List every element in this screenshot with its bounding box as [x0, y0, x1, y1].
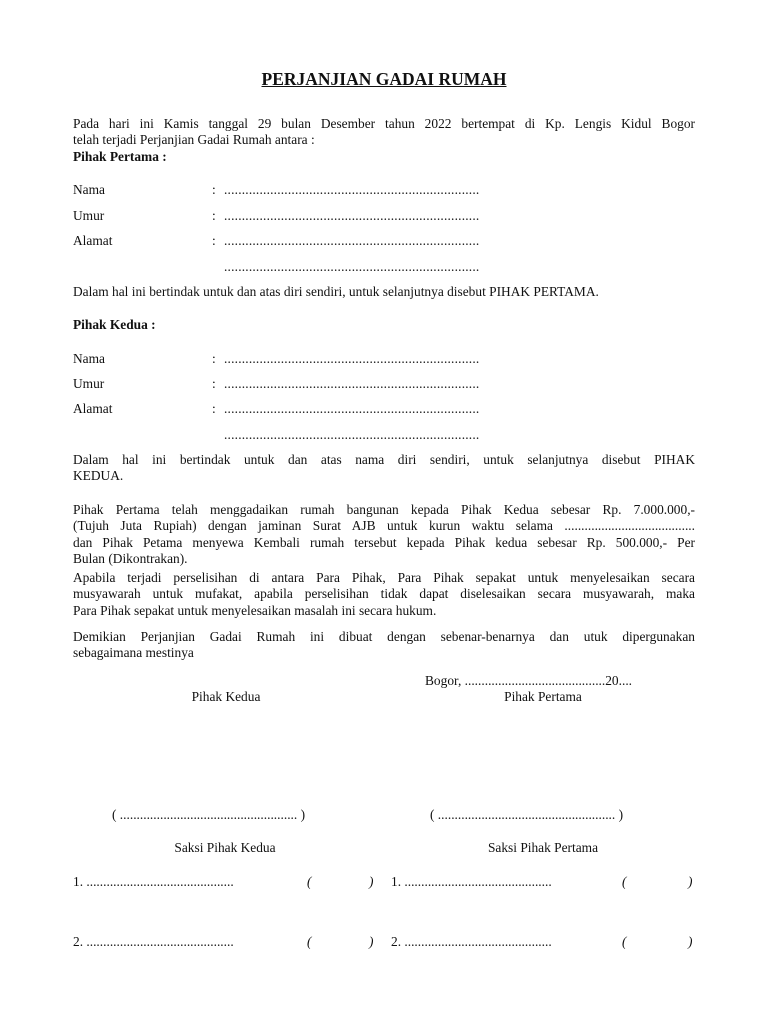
pp-nama-colon: :	[212, 182, 216, 197]
document-title: PERJANJIAN GADAI RUMAH	[261, 69, 507, 89]
pp-alamat-label: Alamat	[73, 233, 113, 248]
left-witness-heading: Saksi Pihak Kedua	[174, 840, 276, 855]
pk-statement-line-2: KEDUA.	[73, 468, 124, 483]
left-party-label: Pihak Kedua	[191, 689, 261, 704]
p3-line-2: sebagaimana mestinya	[73, 645, 194, 660]
pk-alamat-colon: :	[212, 401, 216, 416]
p2-line-3: Para Pihak sepakat untuk menyelesaikan masalah ini secara hukum.	[73, 603, 437, 618]
intro-line-1: Pada hari ini Kamis tanggal 29 bulan Desember tahun 2022 bertempat di Kp. Lengis Kidul Bogor	[73, 116, 695, 131]
pk-umur-colon: :	[212, 376, 216, 391]
right-witness-2-close-paren: )	[688, 934, 693, 949]
pk-alamat-field-2[interactable]: ........................................................................	[224, 427, 480, 442]
right-witness-1-open-paren: (	[622, 874, 627, 889]
left-witness-1-close-paren: )	[369, 874, 374, 889]
pp-umur-colon: :	[212, 208, 216, 223]
pp-umur-label: Umur	[73, 208, 105, 223]
pk-alamat-label: Alamat	[73, 401, 113, 416]
pp-umur-field[interactable]: ........................................................................	[224, 208, 480, 223]
p2-line-2: musyawarah untuk mufakat, apabila perselisihan tidak dapat diselesaikan secara musyawarah, maka	[73, 586, 695, 601]
left-witness-1[interactable]: 1. ............................................	[73, 874, 234, 889]
right-witness-1-close-paren: )	[688, 874, 693, 889]
p3-line-1: Demikian Perjanjian Gadai Rumah ini dibuat dengan sebenar-benarnya dan utuk dipergunakan	[73, 629, 695, 644]
pihak-pertama-heading: Pihak Pertama :	[73, 149, 167, 164]
pp-alamat-colon: :	[212, 233, 216, 248]
right-party-label: Pihak Pertama	[504, 689, 582, 704]
pp-alamat-field-2[interactable]: ........................................................................	[224, 259, 480, 274]
pk-umur-label: Umur	[73, 376, 105, 391]
pp-alamat-field[interactable]: ........................................................................	[224, 233, 480, 248]
p1-line-2: (Tujuh Juta Rupiah) dengan jaminan Surat AJB untuk kurun waktu selama .......................................	[73, 518, 695, 533]
p2-line-1: Apabila terjadi perselisihan di antara Para Pihak, Para Pihak sepakat untuk menyelesaikan secara	[73, 570, 695, 585]
pk-nama-field[interactable]: ........................................................................	[224, 351, 480, 366]
intro-line-2: telah terjadi Perjanjian Gadai Rumah antara :	[73, 132, 315, 147]
pk-nama-label: Nama	[73, 351, 105, 366]
p1-line-4: Bulan (Dikontrakan).	[73, 551, 188, 566]
pk-alamat-field[interactable]: ........................................................................	[224, 401, 480, 416]
right-witness-1[interactable]: 1. ............................................	[391, 874, 552, 889]
p1-line-3: dan Pihak Petama menyewa Kembali rumah tersebut kepada Pihak kedua sebesar Rp. 500.000,- Per	[73, 535, 695, 550]
pk-umur-field[interactable]: ........................................................................	[224, 376, 480, 391]
right-witness-2-open-paren: (	[622, 934, 627, 949]
pk-nama-colon: :	[212, 351, 216, 366]
pp-nama-field[interactable]: ........................................................................	[224, 182, 480, 197]
pihak-kedua-heading: Pihak Kedua :	[73, 317, 156, 332]
left-witness-2-close-paren: )	[369, 934, 374, 949]
p1-line-1: Pihak Pertama telah menggadaikan rumah bangunan kepada Pihak Kedua sebesar Rp. 7.000.000,-	[73, 502, 695, 517]
pp-nama-label: Nama	[73, 182, 105, 197]
place-date: Bogor, ..........................................20....	[425, 673, 633, 688]
left-witness-2-open-paren: (	[307, 934, 312, 949]
right-witness-2[interactable]: 2. ............................................	[391, 934, 552, 949]
left-signature-line[interactable]: ( ..................................................... )	[112, 807, 306, 822]
right-witness-heading: Saksi Pihak Pertama	[487, 840, 599, 855]
left-witness-2[interactable]: 2. ............................................	[73, 934, 234, 949]
pk-statement-line-1: Dalam hal ini bertindak untuk dan atas nama diri sendiri, untuk selanjutnya disebut PIHAK	[73, 452, 695, 467]
pp-statement: Dalam hal ini bertindak untuk dan atas diri sendiri, untuk selanjutnya disebut PIHAK PERTAMA.	[73, 284, 599, 299]
right-signature-line[interactable]: ( ..................................................... )	[430, 807, 624, 822]
left-witness-1-open-paren: (	[307, 874, 312, 889]
